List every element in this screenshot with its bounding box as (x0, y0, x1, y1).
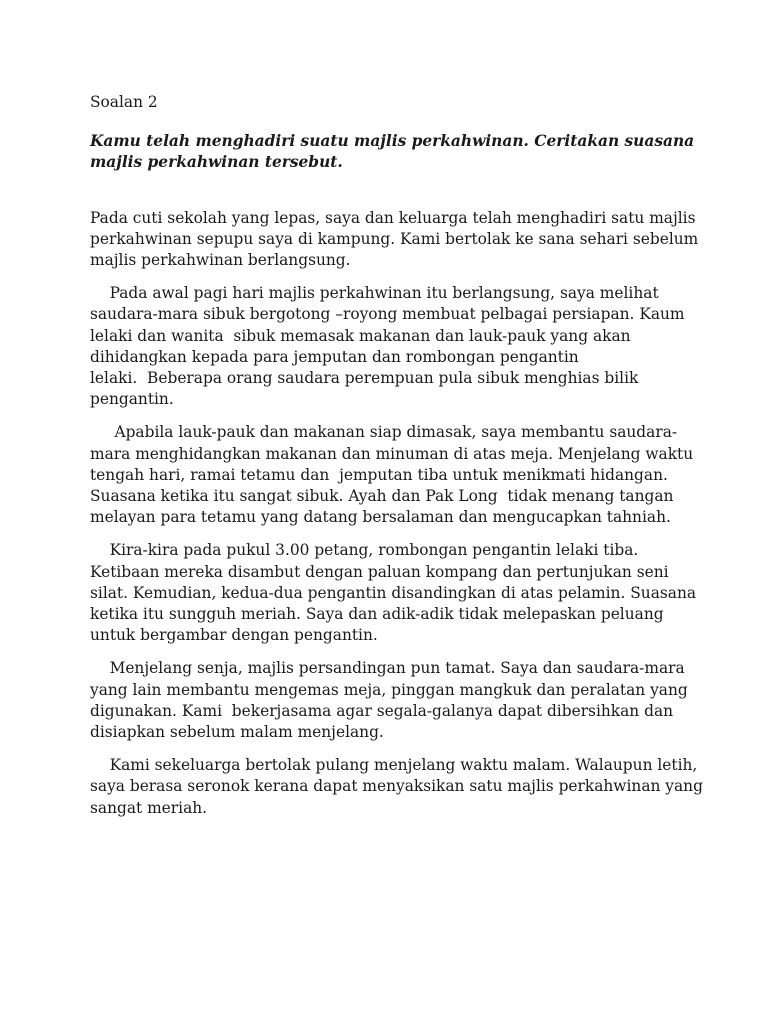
essay-paragraph (90, 422, 694, 528)
question-line: majlis perkahwinan tersebut. (90, 153, 343, 172)
essay-line: untuk bergambar dengan pengantin. (90, 626, 378, 645)
essay-line: lelaki. Beberapa orang saudara perempuan pula sibuk menghias bilik (90, 369, 639, 388)
essay-line: tengah hari, ramai tetamu dan jemputan tiba untuk menikmati hidangan. (90, 465, 668, 484)
essay-line: melayan para tetamu yang datang bersalaman dan mengucapkan tahniah. (90, 508, 671, 527)
essay-paragraph (90, 658, 690, 743)
essay-line: Apabila lauk-pauk dan makanan siap dimasak, saya membantu saudara- (90, 423, 678, 442)
essay-line: Kami sekeluarga bertolak pulang menjelang waktu malam. Walaupun letih, (90, 756, 698, 775)
essay-line: lelaki dan wanita sibuk memasak makanan dan lauk-pauk yang akan (90, 326, 631, 345)
essay-line: sangat meriah. (90, 798, 208, 817)
essay-line: saudara-mara sibuk bergotong –royong membuat pelbagai persiapan. Kaum (90, 305, 685, 324)
essay-line: silat. Kemudian, kedua-dua pengantin disandingkan di atas pelamin. Suasana (90, 583, 697, 602)
essay-line: Pada awal pagi hari majlis perkahwinan itu berlangsung, saya melihat (90, 284, 659, 303)
essay-line: disiapkan sebelum malam menjelang. (90, 723, 384, 742)
essay-line: Pada cuti sekolah yang lepas, saya dan keluarga telah menghadiri satu majlis (90, 208, 696, 227)
essay-paragraph (90, 540, 697, 646)
essay-paragraph (90, 208, 699, 272)
essay-body (90, 208, 703, 819)
essay-line: perkahwinan sepupu saya di kampung. Kami bertolak ke sana sehari sebelum (90, 229, 699, 248)
essay-line: Kira-kira pada pukul 3.00 petang, rombongan pengantin lelaki tiba. (90, 541, 639, 560)
essay-line: Menjelang senja, majlis persandingan pun tamat. Saya dan saudara-mara (90, 659, 685, 678)
essay-line: Suasana ketika itu sangat sibuk. Ayah dan Pak Long tidak menang tangan (90, 487, 674, 506)
essay-line: pengantin. (90, 390, 174, 409)
essay-line: majlis perkahwinan berlangsung. (90, 251, 351, 270)
document-page (90, 92, 703, 831)
essay-line: digunakan. Kami bekerjasama agar segala-galanya dapat dibersihkan dan (90, 701, 674, 720)
essay-line: ketika itu sungguh meriah. Saya dan adik-adik tidak melepaskan peluang (90, 605, 664, 624)
question-number-heading: Soalan 2 (90, 93, 158, 111)
essay-line: yang lain membantu mengemas meja, pinggan mangkuk dan peralatan yang (90, 680, 688, 699)
question-prompt (90, 131, 695, 173)
question-line: Kamu telah menghadiri suatu majlis perkahwinan. Ceritakan suasana (90, 132, 695, 151)
essay-line: saya berasa seronok kerana dapat menyaksikan satu majlis perkahwinan yang (90, 777, 703, 796)
essay-line: Ketibaan mereka disambut dengan paluan kompang dan pertunjukan seni (90, 562, 669, 581)
essay-paragraph (90, 755, 703, 819)
essay-line: dihidangkan kepada para jemputan dan rombongan pengantin (90, 347, 579, 366)
essay-line: mara menghidangkan makanan dan minuman di atas meja. Menjelang waktu (90, 444, 694, 463)
essay-paragraph (90, 283, 690, 410)
